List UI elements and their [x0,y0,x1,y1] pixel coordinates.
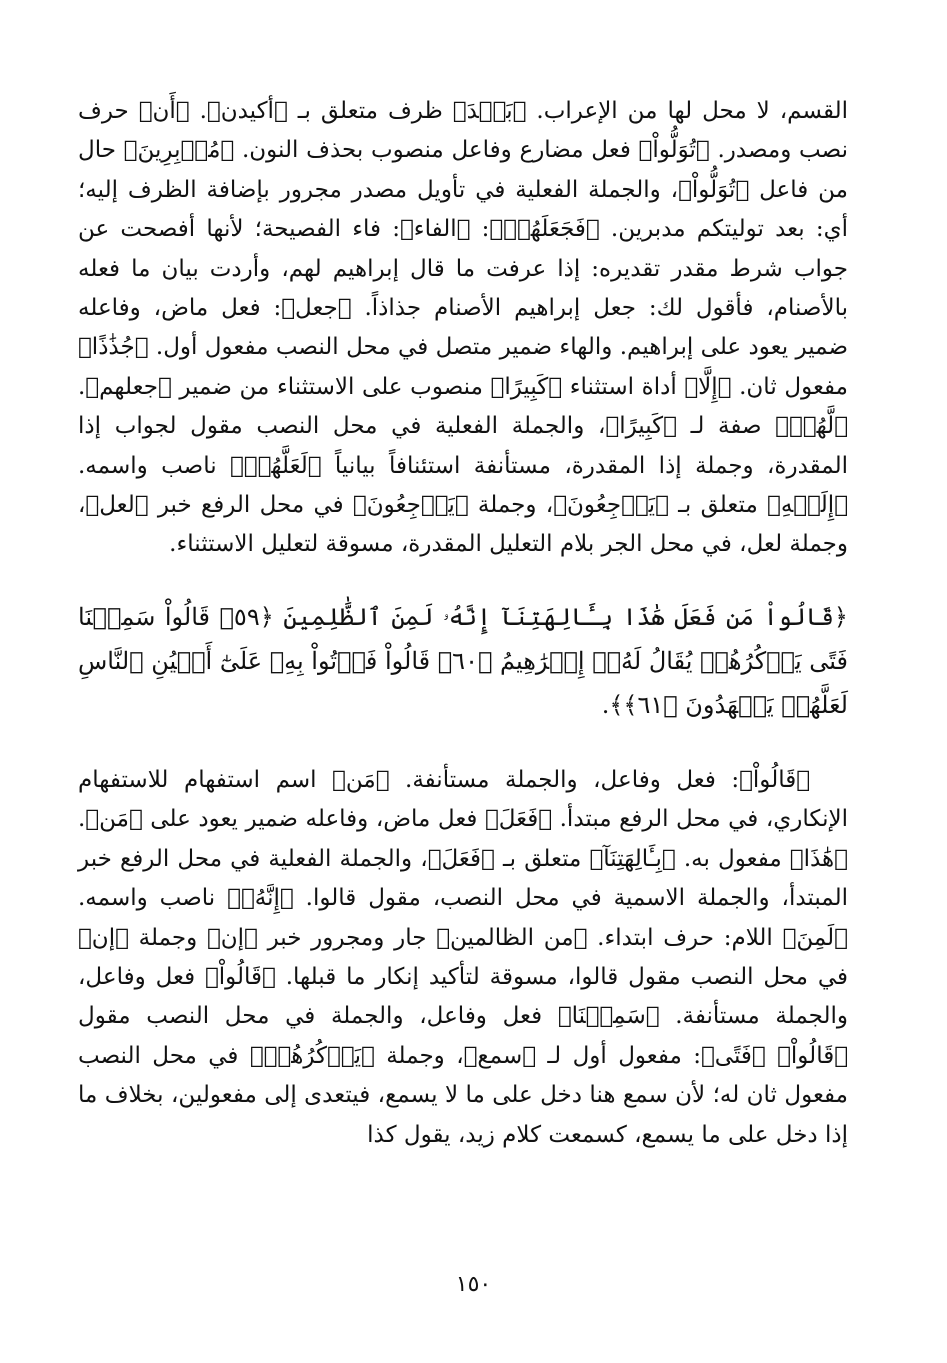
page-number: ١٥٠ [455,1272,492,1297]
commentary-paragraph-1: القسم، لا محل لها من الإعراب. ﴿بَعۡدَ﴾ ظرف متعلق بـ ﴿أكيدن﴾. ﴿أَن﴾ حرف نصب ومصدر. ﴿تُوَلُّواْ﴾ فعل مضارع وفاعل منصوب بحذف النون. ﴿مُدۡبِرِينَ﴾ حال من فاعل ﴿تُوَلُّواْ﴾، والجملة الفعلية في تأويل مصدر مجرور بإضافة الظرف إليه؛ أي: بعد توليتكم مدبرين. ﴿فَجَعَلَهُمۡ﴾: ﴿الفاء﴾: فاء الفصيحة؛ لأنها أفصحت عن جواب شرط مقدر تقديره: إذا عرفت ما قال إبراهيم لهم، وأردت بيان ما فعله بالأصنام، فأقول لك: جعل إبراهيم الأصنام جذاذاً. ﴿جعل﴾: فعل ماض، وفاعله ضمير يعود على إبراهيم. والهاء ضمير متصل في محل النصب مفعول أول. ﴿جُذَٰذًا﴾ مفعول ثان. ﴿إِلَّا﴾ أداة استثناء ﴿كَبِيرًا﴾ منصوب على الاستثناء من ضمير ﴿جعلهم﴾. ﴿لَّهُمۡ﴾ صفة لـ ﴿كَبِيرًا﴾، والجملة الفعلية في محل النصب مقول لجواب إذا المقدرة، وجملة إذا المقدرة، مستأنفة استئنافاً بيانياً ﴿لَعَلَّهُمۡ﴾ ناصب واسمه. ﴿إِلَيۡهِ﴾ متعلق بـ ﴿يَرۡجِعُونَ﴾، وجملة ﴿يَرۡجِعُونَ﴾ في محل الرفع خبر ﴿لعل﴾، وجملة لعل، في محل الجر بلام التعليل المقدرة، مسوقة لتعليل الاستثناء. [78,98,848,558]
page-body [78,92,848,1155]
quran-verse: ﴿قَالُواْ مَن فَعَلَ هَٰذَا بِـَٔالِهَتِنَآ إِنَّهُۥ لَمِنَ ٱلظَّٰلِمِينَ ﴿٥٩﴾ قَالُواْ سَمِعۡنَا فَتًى يَذۡكُرُهُمۡ يُقَالُ لَهُۥٓ إِبۡرَٰهِيمُ ﴿٦٠﴾ قَالُواْ فَأۡتُواْ بِهِۦ عَلَىٰٓ أَعۡيُنِ ٱلنَّاسِ لَعَلَّهُمۡ يَشۡهَدُونَ ﴿٦١﴾﴾. [78,602,848,719]
commentary-paragraph-2: ﴿قَالُواْ﴾: فعل وفاعل، والجملة مستأنفة. ﴿مَن﴾ اسم استفهام للاستفهام الإنكاري، في محل الرفع مبتدأ. ﴿فَعَلَ﴾ فعل ماض، وفاعله ضمير يعود على ﴿مَن﴾. ﴿هَٰذَا﴾ مفعول به. ﴿بِـَٔالِهَتِنَآ﴾ متعلق بـ ﴿فَعَلَ﴾، والجملة الفعلية في محل الرفع خبر المبتدأ، والجملة الاسمية في محل النصب، مقول قالوا. ﴿إِنَّهُۥ﴾ ناصب واسمه. ﴿لَمِنَ﴾ اللام: حرف ابتداء. ﴿من الظالمين﴾ جار ومجرور خبر ﴿إن﴾ وجملة ﴿إن﴾ في محل النصب مقول قالوا، مسوقة لتأكيد إنكار ما قبلها. ﴿قَالُواْ﴾ فعل وفاعل، والجملة مستأنفة. ﴿سَمِعۡنَا﴾ فعل وفاعل، والجملة في محل النصب مقول ﴿قَالُواْ﴾ ﴿فَتًى﴾: مفعول أول لـ ﴿سمع﴾، وجملة ﴿يَذۡكُرُهُمۡ﴾ في محل النصب مفعول ثان له؛ لأن سمع هنا دخل على ما لا يسمع، فيتعدى إلى مفعولين، بخلاف ما إذا دخل على ما يسمع، كسمعت كلام زيد، يقول كذا [78,766,848,1148]
